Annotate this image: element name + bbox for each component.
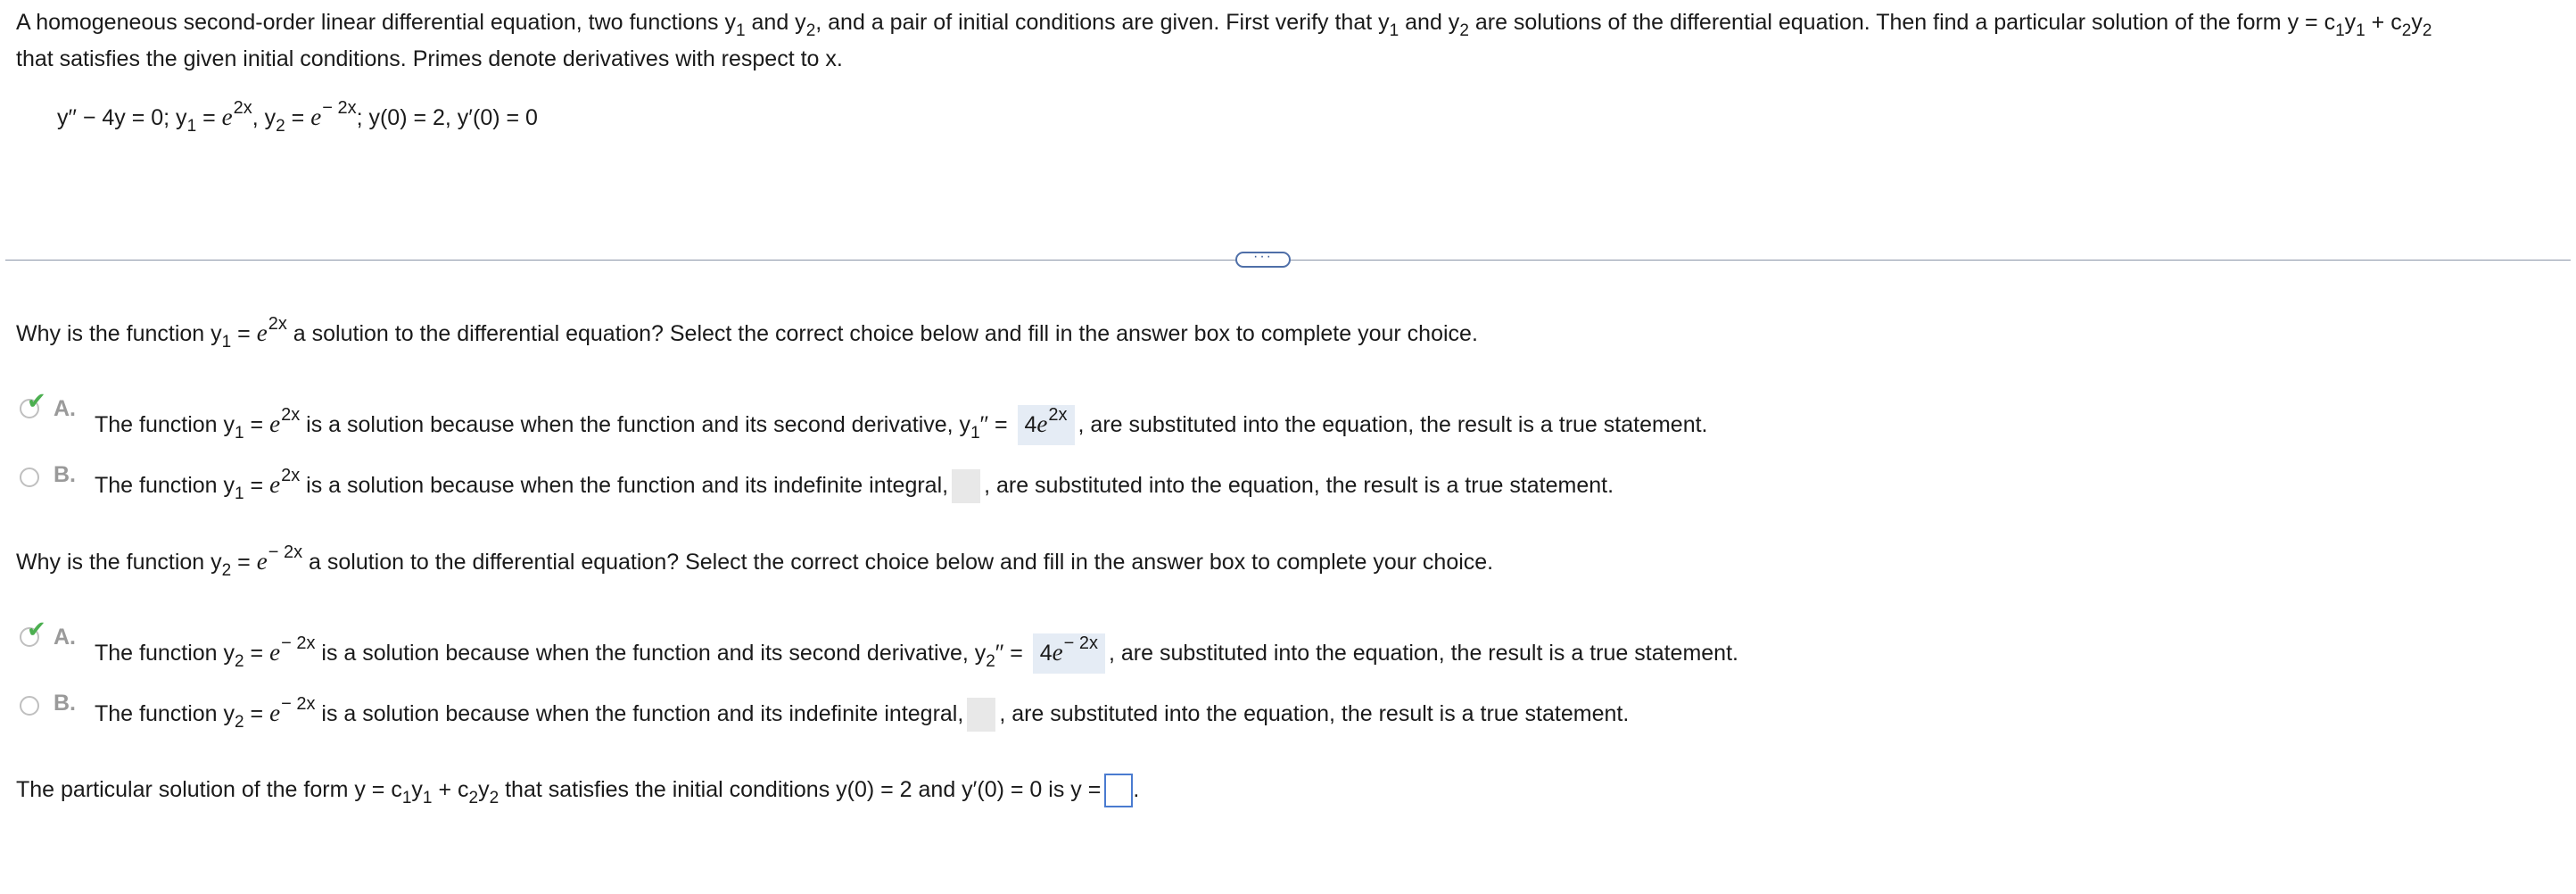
more-dots-icon: ··· <box>1253 249 1273 264</box>
choice-letter: B. <box>54 691 76 716</box>
question1-prompt: Why is the function $y_1 = e^{2x}$ a solution to the differential equation? Select the correct choice below and fill in the answer box to complete your choice. <box>16 314 1478 352</box>
question3-prompt: The particular solution of the form $y = c_1y_1 + c_2y_2$ that satisfies the initial conditions y(0) = 2 and y′(0) = 0 is y = . <box>16 773 1139 809</box>
question2-choice-b-text[interactable]: The function $y_2 = e^{- 2x}$ is a solution because when the function and its indefinite integral, , are substituted into the equation, the result is a true statement. <box>95 694 1630 732</box>
choice-letter: A. <box>54 625 76 650</box>
question2-choice-a-text[interactable]: The function $y_2 = e^{- 2x}$ is a solution because when the function and its second derivative, $y_2'' = 4e^{- 2x}$ , are substituted into the equation, the result is a true statement. <box>95 633 1738 674</box>
question1-choice-a-text[interactable]: The function $y_1 = e^{2x}$ is a solution because when the function and its second derivative, $y_1'' = 4e^{2x}$ , are substituted into the equation, the result is a true statement. <box>95 405 1708 445</box>
choice-letter: A. <box>54 396 76 421</box>
question2-prompt: Why is the function $y_2 = e^{- 2x}$ a solution to the differential equation? Select the correct choice below and fill in the answer box to complete your choice. <box>16 542 1494 580</box>
check-icon: ✔ <box>27 387 46 414</box>
question1-answer-box[interactable]: $4e^{2x}$ <box>1018 405 1075 445</box>
expand-more-button[interactable] <box>1235 249 1291 268</box>
question2-empty-answer-box[interactable] <box>967 698 995 732</box>
problem-intro: A homogeneous second-order linear differential equation, two functions $y_1$ and $y_2$, and a pair of initial conditions are given. First verify that $y_1$ and $y_2$ are solutions of the differential equation. Then find a particular solution of the form $y = c_1y_1 + c_2y_2$ that satisfies the given initial conditions. Primes denote derivatives with respect to x. <box>16 10 2432 71</box>
problem-equation: y′′ − 4y = 0; $y_1 = e^{2x}$, $y_2 = e^{- 2x}$; y(0) = 2, y′(0) = 0 <box>57 98 538 136</box>
question1-choice-b-radio[interactable] <box>20 468 39 487</box>
question1-empty-answer-box[interactable] <box>952 469 980 503</box>
check-icon: ✔ <box>27 616 46 642</box>
particular-solution-input[interactable] <box>1104 774 1133 807</box>
choice-letter: B. <box>54 462 76 487</box>
question2-choice-b-radio[interactable] <box>20 696 39 716</box>
question2-answer-box[interactable]: $4e^{- 2x}$ <box>1033 633 1105 674</box>
question1-choice-b-text[interactable]: The function $y_1 = e^{2x}$ is a solution because when the function and its indefinite integral, , are substituted into the equation, the result is a true statement. <box>95 466 1614 503</box>
